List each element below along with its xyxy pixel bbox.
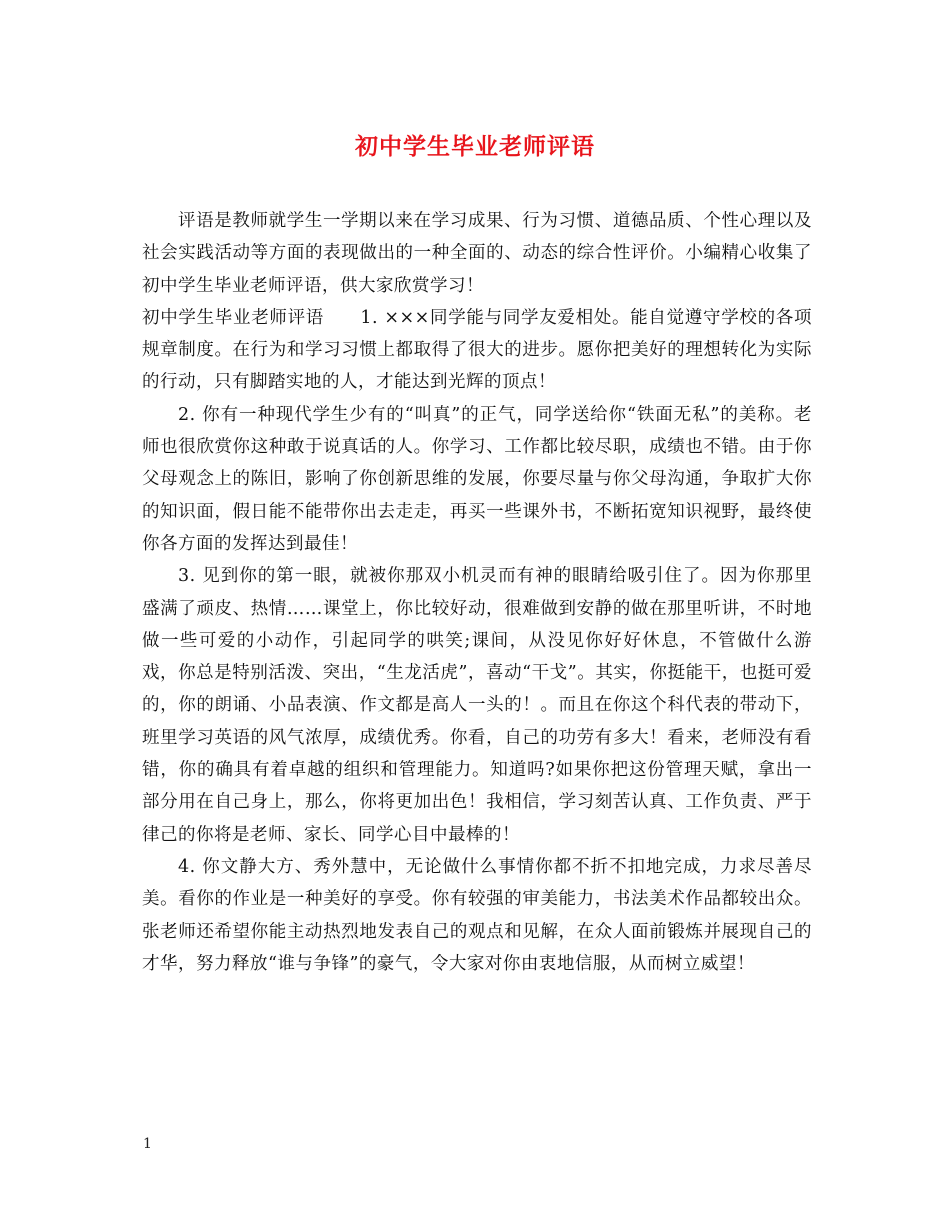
- document-title: 初中学生毕业老师评语: [355, 133, 595, 160]
- comment-paragraph-2: 2. 你有一种现代学生少有的“叫真”的正气，同学送给你“铁面无私”的美称。老师也很欣赏你这种敢于说真话的人。你学习、工作都比较尽职，成绩也不错。由于你父母观念上的陈旧，影响了你创新思维的发展，你要尽量与你父母沟通，争取扩大你的知识面，假日能不能带你出去走走，再买一些课外书，不断拓宽知识视野，最终使你各方面的发挥达到最佳！: [142, 404, 812, 554]
- comment-paragraph-1: 初中学生毕业老师评语 1. ×××同学能与同学友爱相处。能自觉遵守学校的各项规章制度。在行为和学习习惯上都取得了很大的进步。愿你把美好的理想转化为实际的行动，只有脚踏实地的人，才能达到光辉的顶点！: [142, 307, 812, 393]
- document-body: [142, 205, 812, 980]
- page-number: 1: [143, 1136, 152, 1152]
- comment-paragraph-4: 4. 你文静大方、秀外慧中，无论做什么事情你都不折不扣地完成，力求尽善尽美。看你的作业是一种美好的享受。你有较强的审美能力，书法美术作品都较出众。张老师还希望你能主动热烈地发表自己的观点和见解，在众人面前锻炼并展现自己的才华，努力释放“谁与争锋”的豪气，令大家对你由衷地信服，从而树立威望！: [142, 856, 812, 974]
- intro-paragraph: 评语是教师就学生一学期以来在学习成果、行为习惯、道德品质、个性心理以及社会实践活动等方面的表现做出的一种全面的、动态的综合性评价。小编精心收集了初中学生毕业老师评语，供大家欣赏学习！: [142, 211, 812, 296]
- comment-paragraph-3: 3. 见到你的第一眼，就被你那双小机灵而有神的眼睛给吸引住了。因为你那里盛满了顽皮、热情……课堂上，你比较好动，很难做到安静的做在那里听讲，不时地做一些可爱的小动作，引起同学的哄笑;课间，从没见你好好休息，不管做什么游戏，你总是特别活泼、突出，“生龙活虎”，喜动“干戈”。其实，你挺能干，也挺可爱的，你的朗诵、小品表演、作文都是高人一头的！。而且在你这个科代表的带动下，班里学习英语的风气浓厚，成绩优秀。你看，自己的功劳有多大！看来，老师没有看错，你的确具有着卓越的组织和管理能力。知道吗?如果你把这份管理天赋，拿出一部分用在自己身上，那么，你将更加出色！我相信，学习刻苦认真、工作负责、严于律己的你将是老师、家长、同学心目中最棒的！: [142, 566, 812, 845]
